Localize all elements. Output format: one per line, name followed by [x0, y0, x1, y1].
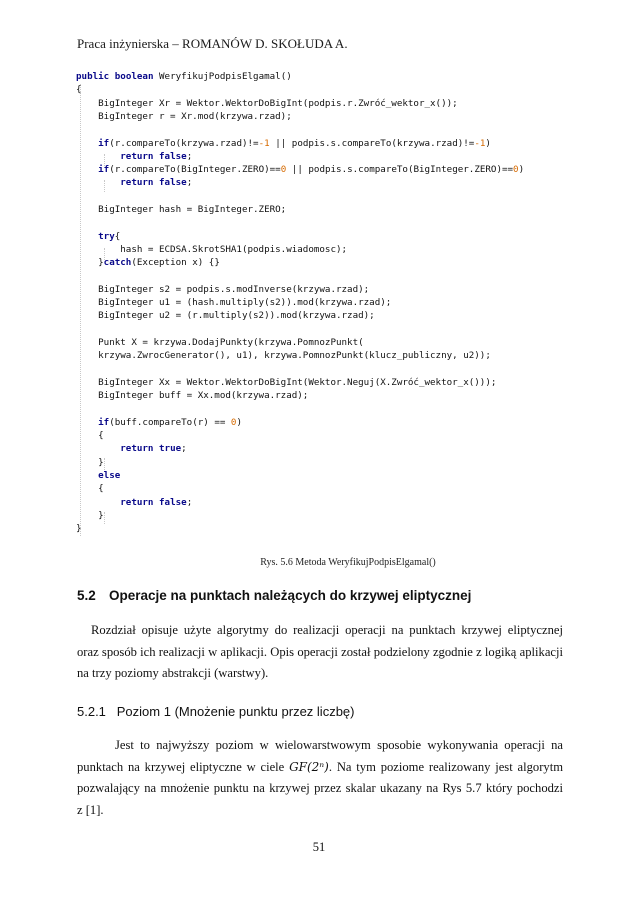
code-line: else — [98, 470, 121, 481]
code-line: krzywa.ZwrocGenerator(), u1), krzywa.PomnozPunkt(klucz_publiczny, u2)); — [76, 350, 491, 362]
subsection-number: 5.2.1 — [77, 704, 106, 719]
running-header: Praca inżynierska – ROMANÓW D. SKOŁUDA A. — [77, 36, 348, 51]
code-line: { — [76, 430, 104, 442]
paragraph-line-part: . Na tym poziome realizowany jest algorytm — [328, 759, 563, 774]
code-line: BigInteger u1 = (hash.multiply(s2)).mod(krzywa.rzad); — [76, 297, 392, 309]
subsection-title: Poziom 1 (Mnożenie punktu przez liczbę) — [116, 704, 355, 719]
code-line: BigInteger r = Xr.mod(krzywa.rzad); — [76, 110, 292, 122]
code-listing — [76, 70, 566, 546]
code-line: try{ — [98, 230, 121, 242]
code-line: return true; — [120, 443, 187, 455]
code-line: if(buff.compareTo(r) == 0) — [98, 416, 243, 428]
figure-caption-text: Rys. 5.6 Metoda WeryfikujPodpisElgamal() — [260, 557, 436, 568]
indent-guide — [104, 512, 105, 524]
code-line: }catch(Exception x) {} — [76, 257, 220, 269]
code-line: BigInteger u2 = (r.multiply(s2)).mod(krzywa.rzad); — [76, 310, 375, 322]
section-paragraph — [77, 620, 563, 685]
section-number: 5.2 — [77, 588, 96, 603]
code-line: public boolean WeryfikujPodpisElgamal() — [76, 71, 292, 82]
code-line: } — [76, 456, 104, 468]
figure-caption — [0, 557, 638, 568]
code-line: BigInteger hash = BigInteger.ZERO; — [76, 204, 287, 215]
paragraph-line: Rozdział opisuje użyte algorytmy do realizacji operacji na punktach krzywej eliptycznej — [91, 623, 563, 637]
section-title: Operacje na punktach należących do krzywej eliptycznej — [109, 588, 472, 603]
code-line: BigInteger s2 = podpis.s.modInverse(krzywa.rzad); — [76, 283, 370, 295]
section-heading — [77, 588, 471, 603]
code-line: return false; — [120, 177, 193, 189]
subsection-paragraph — [77, 735, 563, 821]
code-line: return false; — [120, 496, 193, 508]
code-line: BigInteger Xr = Wektor.WektorDoBigInt(podpis.r.Zwróć_wektor_x()); — [76, 97, 458, 109]
page-number: 51 — [312, 840, 326, 854]
code-line: Punkt X = krzywa.DodajPunkty(krzywa.PomnozPunkt( — [76, 337, 364, 348]
paragraph-line-part: punktach na krzywej eliptyczne w ciele — [77, 759, 285, 774]
code-line: } — [76, 509, 104, 521]
code-line: return false; — [120, 150, 193, 162]
code-line: BigInteger buff = Xx.mod(krzywa.rzad); — [76, 390, 309, 402]
code-line: if(r.compareTo(krzywa.rzad)!=-1 || podpis.s.compareTo(krzywa.rzad)!=-1) — [98, 137, 491, 149]
code-line: { — [76, 84, 82, 96]
paragraph-line: oraz sposób ich realizacji w aplikacji. Opis operacji został podzielony zgodnie z logiką aplikacji — [77, 644, 563, 659]
paragraph-line: pozwalający na mnożenie punktu na krzywej przez skalar ukazany na Rys 5.7 który pochodzi — [77, 781, 563, 795]
paragraph-line: Jest to najwyższy poziom w wielowarstwowym sposobie wykonywania operacji na — [115, 738, 563, 752]
paragraph-line: na trzy poziomy abstrakcji (warstwy). — [77, 666, 269, 680]
code-line: hash = ECDSA.SkrotSHA1(podpis.wiadomosc); — [76, 243, 348, 255]
code-line: { — [76, 483, 104, 495]
code-line: } — [76, 523, 82, 535]
paragraph-line: z [1]. — [77, 802, 104, 817]
paragraph-line-with-math — [77, 757, 563, 779]
code-line: if(r.compareTo(BigInteger.ZERO)==0 || podpis.s.compareTo(BigInteger.ZERO)==0) — [98, 164, 525, 176]
subsection-heading — [77, 704, 355, 719]
math-field-gf: GF(2ⁿ) — [289, 759, 329, 774]
code-line: BigInteger Xx = Wektor.WektorDoBigInt(Wektor.Neguj(X.Zwróć_wektor_x())); — [76, 376, 497, 388]
